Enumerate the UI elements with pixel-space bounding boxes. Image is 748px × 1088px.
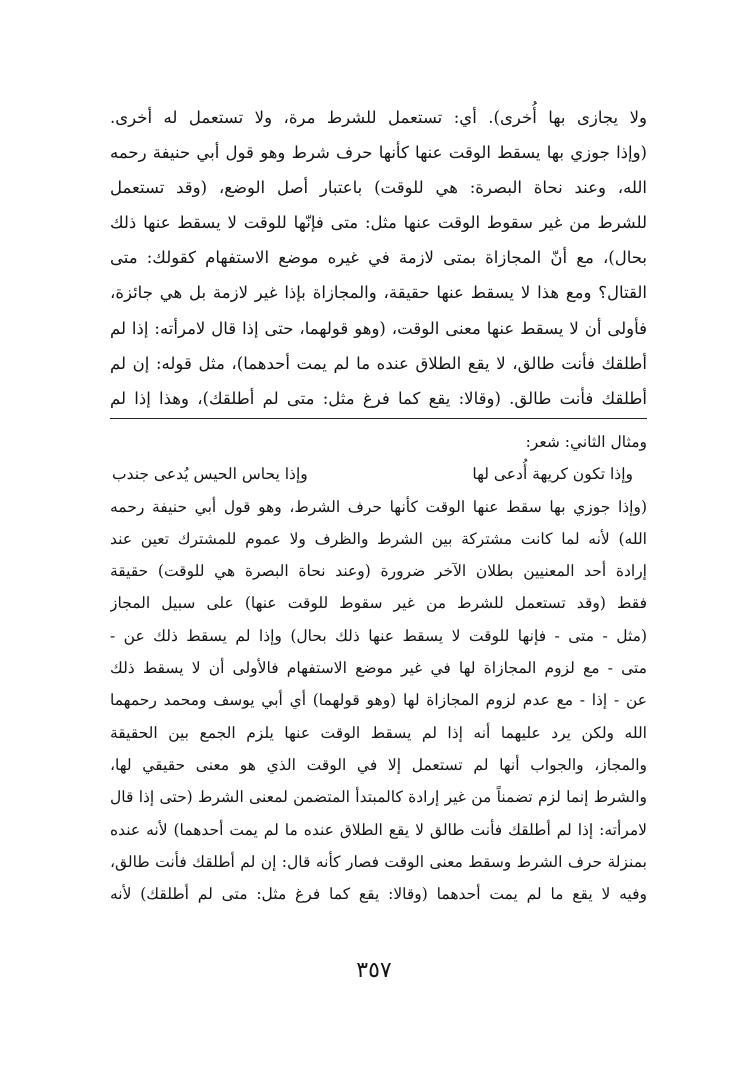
notes-line: الله) لأنه لما كانت مشتركة بين الشرط والظرف ولا عموم للمشترك تعين عند bbox=[110, 529, 647, 548]
main-text-line: أطلقك فأنت طالق. (وقالا: يقع كما فرغ مثل: متى لم أطلقك)، وهذا إذا لم bbox=[110, 388, 647, 408]
verse-second-hemistich: وإذا يحاس الحيس يُدعى جندب bbox=[112, 465, 308, 484]
notes-line: فقط (وقد تستعمل للشرط من غير سقوط للوقت عنها) على سبيل المجاز bbox=[110, 594, 647, 613]
notes-line: والشرط إنما لزم تضمناً من غير إرادة كالمبتدأ المتضمن لمعنى الشرط (حتى إذا قال bbox=[110, 788, 647, 807]
commentary-notes bbox=[110, 426, 647, 910]
poetry-verse bbox=[110, 458, 647, 490]
main-text-line: ولا يجازى بها أُخرى). أي: تستعمل للشرط مرة، ولا تستعمل له أخرى. bbox=[110, 108, 647, 127]
main-text-line: الله، وعند نحاة البصرة: هي للوقت) باعتبار أصل الوضع، (وقد تستعمل bbox=[110, 178, 647, 198]
notes-line: عن - إذا - مع عدم لزوم المجازاة لها (وهو قولهما) أي أبي يوسف ومحمد رحمهما bbox=[110, 691, 647, 710]
notes-line: بمنزلة حرف الشرط وسقط معنى الوقت فصار كأنه قال: إن لم أطلقك فأنت طالق، bbox=[110, 852, 647, 871]
main-text-line: أطلقك فأنت طالق، لا يقع الطلاق عنده ما لم يمت أحدهما)، مثل قوله: إن لم bbox=[110, 353, 647, 373]
main-text bbox=[110, 100, 647, 416]
notes-line: الله ولكن يرد عليهما أنه إذا لم يسقط الوقت عنها يلزم الجمع بين الحقيقة bbox=[110, 723, 647, 742]
footnote-divider bbox=[110, 418, 647, 419]
main-text-line: بحال)، مع أنّ المجازاة بمتى لازمة في غيره موضع الاستفهام كقولك: متى bbox=[110, 248, 647, 268]
notes-line: متى - مع لزوم المجازاة لها في غير موضع الاستفهام فالأولى أن لا يسقط ذلك bbox=[110, 659, 647, 678]
notes-line: والمجاز، والجواب أنها لم تستعمل إلا في الوقت الذي هو معنى حقيقي لها، bbox=[110, 755, 647, 774]
notes-line: (مثل - متى - فإنها للوقت لا يسقط عنها ذلك بحال) وإذا لم يسقط ذلك عن - bbox=[110, 626, 647, 645]
main-text-line: القتال؟ ومع هذا لا يسقط عنها حقيقة، والمجازاة بإذا غير لازمة بل هي جائزة، bbox=[110, 283, 647, 303]
main-text-line: فأولى أن لا يسقط عنها معنى الوقت، (وهو قولهما، حتى إذا قال لامرأته: إذا لم bbox=[110, 318, 647, 338]
notes-line: وفيه لا يقع ما لم يمت أحدهما (وقالا: يقع كما فرغ مثل: متى لم أطلقك) لأنه bbox=[110, 885, 647, 904]
notes-intro: ومثال الثاني: شعر: bbox=[525, 433, 647, 451]
notes-line: إرادة أحد المعنيين بطلان الآخر ضرورة (وعند نحاة البصرة هي للوقت) حقيقة bbox=[110, 562, 647, 581]
notes-line: لامرأته: إذا لم أطلقك فأنت طالق لا يقع الطلاق عنده ما لم يمت أحدهما) لأنه عنده bbox=[110, 820, 647, 839]
main-text-line: (وإذا جوزي بها يسقط الوقت عنها كأنها حرف شرط وهو قول أبي حنيفة رحمه bbox=[110, 143, 647, 163]
page-number: ٣٥٧ bbox=[356, 958, 392, 983]
notes-line: (وإذا جوزي بها سقط عنها الوقت كأنها حرف الشرط، وهو قول أبي حنيفة رحمه bbox=[110, 497, 647, 516]
verse-first-hemistich: وإذا تكون كريهة أُدعى لها bbox=[472, 465, 633, 484]
main-text-line: للشرط من غير سقوط الوقت عنها مثل: متى فإنّها للوقت لا يسقط عنها ذلك bbox=[110, 213, 647, 233]
